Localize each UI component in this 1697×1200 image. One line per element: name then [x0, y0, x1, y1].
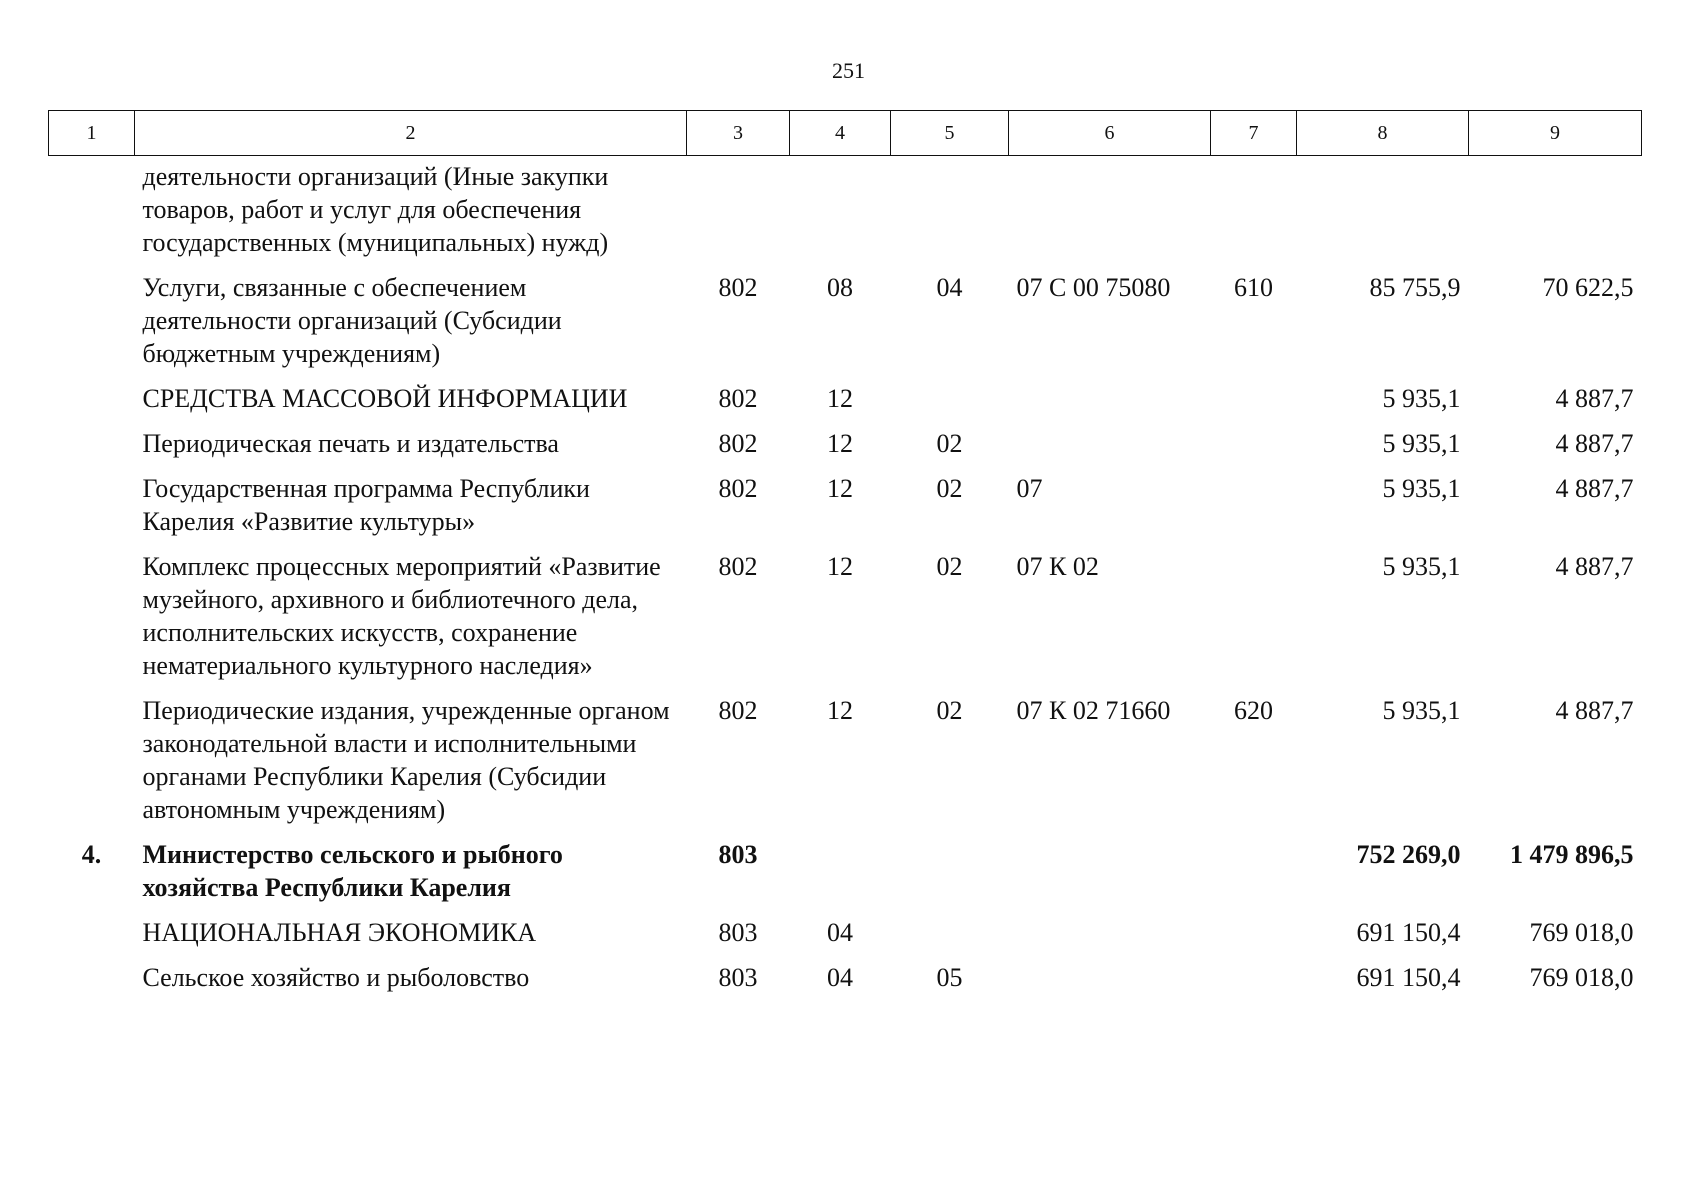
row-col4-cell: 12 — [827, 696, 853, 725]
row-number-cell: 4. — [81, 840, 102, 869]
row-name-cell: Периодическая печать и издательства — [142, 429, 559, 458]
row-number-cell — [49, 912, 135, 957]
table-row — [49, 957, 1642, 1002]
row-col5-cell: 02 — [936, 552, 963, 581]
table-row — [49, 546, 1642, 690]
row-col9-cell: 4 887,7 — [1555, 474, 1634, 503]
row-number-cell — [49, 546, 135, 690]
row-col5-cell: 05 — [936, 963, 963, 992]
row-col3-cell: 802 — [718, 696, 758, 725]
row-col6-cell — [1009, 957, 1211, 1002]
header-cell: 7 — [1211, 111, 1297, 156]
row-col7-cell — [1211, 156, 1297, 268]
row-number-cell — [49, 957, 135, 1002]
row-col4-cell: 04 — [827, 963, 853, 992]
row-name-cell: СРЕДСТВА МАССОВОЙ ИНФОРМАЦИИ — [142, 384, 628, 413]
row-col5-cell: 02 — [936, 696, 963, 725]
row-col5-cell — [891, 834, 1009, 912]
row-col4-cell: 12 — [827, 552, 853, 581]
table-row — [49, 468, 1642, 546]
row-name-cell: Периодические издания, учрежденные органом законодательной власти и исполнительными органами Республики Карелия (Субсидии автономным учреждениям) — [142, 696, 670, 824]
row-col8-cell: 5 935,1 — [1382, 696, 1461, 725]
row-col4-cell: 04 — [827, 918, 853, 947]
row-col3-cell: 802 — [718, 273, 758, 302]
row-col6-cell: 07 К 02 71660 — [1016, 696, 1171, 725]
row-col5-cell: 02 — [936, 474, 963, 503]
table-row — [49, 378, 1642, 423]
row-col8-cell: 5 935,1 — [1382, 474, 1461, 503]
row-col4-cell — [790, 834, 891, 912]
row-col3-cell: 803 — [718, 918, 758, 947]
table-row — [49, 267, 1642, 378]
header-cell: 5 — [891, 111, 1009, 156]
row-col4-cell: 08 — [827, 273, 853, 302]
row-col3-cell: 802 — [718, 429, 758, 458]
row-col7-cell — [1211, 423, 1297, 468]
table-row — [49, 156, 1642, 268]
row-col6-cell — [1009, 156, 1211, 268]
row-col4-cell: 12 — [827, 429, 853, 458]
row-col7-cell: 610 — [1234, 273, 1273, 302]
row-col8-cell — [1297, 156, 1469, 268]
row-col4-cell — [790, 156, 891, 268]
row-col9-cell — [1469, 156, 1642, 268]
row-col5-cell — [891, 912, 1009, 957]
row-name-cell: Сельское хозяйство и рыболовство — [142, 963, 530, 992]
header-cell: 2 — [135, 111, 687, 156]
budget-table — [48, 110, 1642, 1002]
row-col3-cell: 802 — [718, 384, 758, 413]
row-col4-cell: 12 — [827, 474, 853, 503]
row-col7-cell: 620 — [1234, 696, 1273, 725]
row-col5-cell — [891, 378, 1009, 423]
header-cell: 3 — [687, 111, 790, 156]
row-col5-cell: 02 — [936, 429, 963, 458]
table-row — [49, 912, 1642, 957]
row-col9-cell: 4 887,7 — [1555, 696, 1634, 725]
row-col9-cell: 4 887,7 — [1555, 384, 1634, 413]
row-name-cell: Комплекс процессных мероприятий «Развитие музейного, архивного и библиотечного дела, исполнительских искусств, сохранение нематериального культурного наследия» — [142, 552, 661, 680]
row-col9-cell: 4 887,7 — [1555, 552, 1634, 581]
row-col6-cell — [1009, 423, 1211, 468]
row-number-cell — [49, 468, 135, 546]
row-col7-cell — [1211, 834, 1297, 912]
header-cell: 9 — [1469, 111, 1642, 156]
row-col3-cell: 802 — [718, 474, 758, 503]
row-col3-cell: 803 — [718, 963, 758, 992]
row-col6-cell — [1009, 834, 1211, 912]
row-col6-cell: 07 С 00 75080 — [1016, 273, 1171, 302]
row-col9-cell: 769 018,0 — [1529, 918, 1634, 947]
row-name-cell: Государственная программа Республики Карелия «Развитие культуры» — [142, 474, 590, 536]
row-number-cell — [49, 423, 135, 468]
header-cell: 8 — [1297, 111, 1469, 156]
row-col8-cell: 5 935,1 — [1382, 384, 1461, 413]
row-col9-cell: 4 887,7 — [1555, 429, 1634, 458]
row-col6-cell — [1009, 378, 1211, 423]
row-col6-cell: 07 К 02 — [1016, 552, 1099, 581]
row-col5-cell: 04 — [936, 273, 963, 302]
row-col7-cell — [1211, 468, 1297, 546]
table-body — [49, 156, 1642, 1003]
row-col4-cell: 12 — [827, 384, 853, 413]
row-number-cell — [49, 378, 135, 423]
header-cell: 4 — [790, 111, 891, 156]
row-col5-cell — [891, 156, 1009, 268]
row-number-cell — [49, 156, 135, 268]
row-col7-cell — [1211, 957, 1297, 1002]
table-row — [49, 423, 1642, 468]
row-col8-cell: 691 150,4 — [1356, 918, 1461, 947]
row-col6-cell: 07 — [1016, 474, 1043, 503]
row-name-cell: Министерство сельского и рыбного хозяйства Республики Карелия — [142, 840, 563, 902]
row-col6-cell — [1009, 912, 1211, 957]
row-col9-cell: 1 479 896,5 — [1510, 840, 1634, 869]
row-number-cell — [49, 267, 135, 378]
row-name-cell: деятельности организаций (Иные закупки товаров, работ и услуг для обеспечения государственных (муниципальных) нужд) — [142, 162, 609, 257]
row-col8-cell: 5 935,1 — [1382, 429, 1461, 458]
row-col7-cell — [1211, 546, 1297, 690]
row-name-cell: НАЦИОНАЛЬНАЯ ЭКОНОМИКА — [142, 918, 537, 947]
row-col9-cell: 769 018,0 — [1529, 963, 1634, 992]
header-row — [49, 111, 1642, 156]
table-row — [49, 690, 1642, 834]
table-row — [49, 834, 1642, 912]
row-name-cell: Услуги, связанные с обеспечением деятельности организаций (Субсидии бюджетным учреждениям) — [142, 273, 562, 368]
row-col8-cell: 752 269,0 — [1356, 840, 1461, 869]
row-col3-cell: 803 — [718, 840, 758, 869]
row-col8-cell: 5 935,1 — [1382, 552, 1461, 581]
page-number: 251 — [832, 58, 865, 83]
header-cell: 6 — [1009, 111, 1211, 156]
header-cell: 1 — [49, 111, 135, 156]
row-col8-cell: 85 755,9 — [1369, 273, 1461, 302]
row-col7-cell — [1211, 912, 1297, 957]
row-col3-cell — [687, 156, 790, 268]
row-col8-cell: 691 150,4 — [1356, 963, 1461, 992]
row-col7-cell — [1211, 378, 1297, 423]
row-col3-cell: 802 — [718, 552, 758, 581]
row-number-cell — [49, 690, 135, 834]
row-col9-cell: 70 622,5 — [1542, 273, 1634, 302]
